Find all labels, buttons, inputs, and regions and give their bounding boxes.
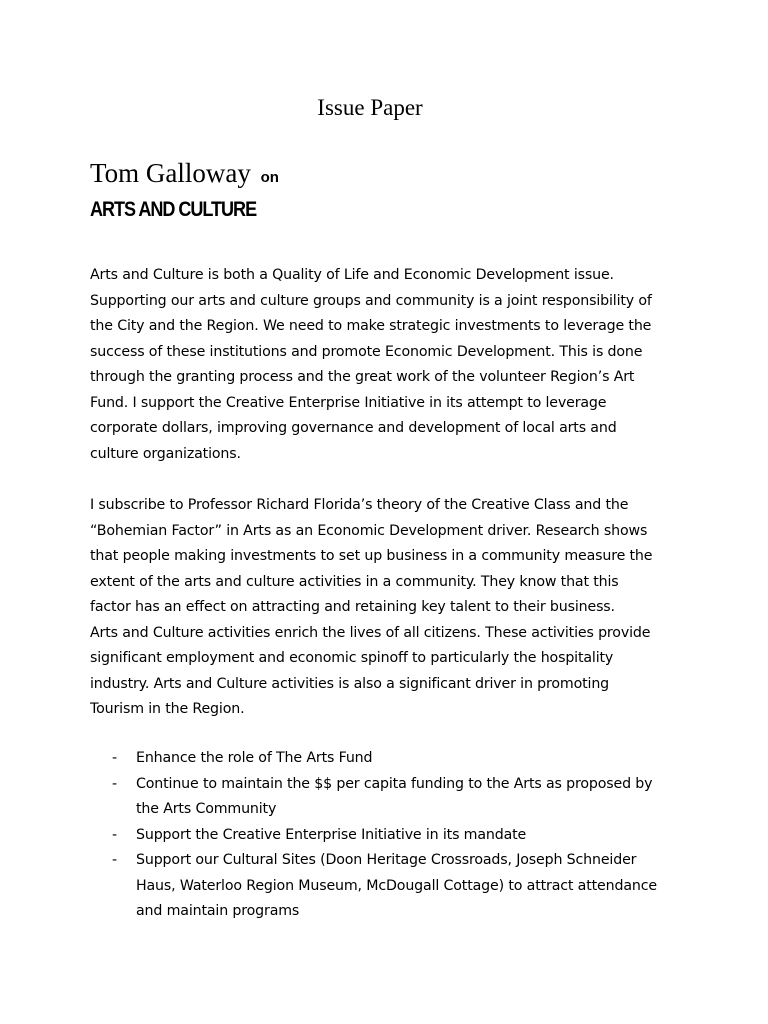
paragraph-line: corporate dollars, improving governance and development of local arts and xyxy=(90,420,617,436)
bullet-dash: - xyxy=(112,775,117,792)
paragraph-line: factor has an effect on attracting and retaining key talent to their business. xyxy=(90,599,615,615)
paragraph-line: Arts and Culture activities enrich the lives of all citizens. These activities provide xyxy=(90,624,651,641)
list-item xyxy=(112,823,692,849)
paragraph-line: Tourism in the Region. xyxy=(90,701,245,717)
list-item-line: the Arts Community xyxy=(136,801,277,817)
author-name: Tom Galloway xyxy=(90,158,251,188)
recommendation-list xyxy=(112,746,692,925)
paragraph-line: extent of the arts and culture activities in a community. They know that this xyxy=(90,573,619,590)
paragraph-line: the City and the Region. We need to make strategic investments to leverage the xyxy=(90,318,652,334)
topic-heading: ARTS AND CULTURE xyxy=(90,198,257,221)
list-item-line: Support the Creative Enterprise Initiative in its mandate xyxy=(136,826,527,843)
bullet-dash: - xyxy=(112,826,117,843)
bullet-dash: - xyxy=(112,852,117,868)
paragraph-line: I subscribe to Professor Richard Florida’s theory of the Creative Class and the xyxy=(90,497,629,513)
paragraph-line: Arts and Culture is both a Quality of Life and Economic Development issue. xyxy=(90,267,614,283)
paragraph-line: Supporting our arts and culture groups and community is a joint responsibility of xyxy=(90,292,652,309)
paragraph-line: Fund. I support the Creative Enterprise Initiative in its attempt to leverage xyxy=(90,394,607,411)
paragraph-line: success of these institutions and promote Economic Development. This is done xyxy=(90,343,643,360)
list-item xyxy=(112,746,692,772)
list-item-line: Continue to maintain the $$ per capita funding to the Arts as proposed by xyxy=(136,775,653,792)
paragraph-1 xyxy=(90,263,690,467)
author-heading xyxy=(90,156,279,195)
paragraph-line: that people making investments to set up business in a community measure the xyxy=(90,548,653,564)
paragraph-line: significant employment and economic spinoff to particularly the hospitality xyxy=(90,650,614,666)
list-item xyxy=(112,848,692,925)
bullet-dash: - xyxy=(112,750,117,766)
paragraph-line: “Bohemian Factor” in Arts as an Economic Development driver. Research shows xyxy=(90,522,648,539)
document-title: Issue Paper xyxy=(317,95,423,120)
list-item xyxy=(112,772,692,823)
paragraph-line: culture organizations. xyxy=(90,445,241,462)
paragraph-line: through the granting process and the great work of the volunteer Region’s Art xyxy=(90,369,635,385)
paragraph-line: industry. Arts and Culture activities is also a significant driver in promoting xyxy=(90,675,610,692)
list-item-line: Support our Cultural Sites (Doon Heritage Crossroads, Joseph Schneider xyxy=(136,852,637,868)
paragraph-2 xyxy=(90,493,690,723)
list-item-line: Enhance the role of The Arts Fund xyxy=(136,750,373,766)
author-connector: on xyxy=(260,169,279,186)
list-item-line: Haus, Waterloo Region Museum, McDougall Cottage) to attract attendance xyxy=(136,877,657,894)
list-item-line: and maintain programs xyxy=(136,903,300,919)
